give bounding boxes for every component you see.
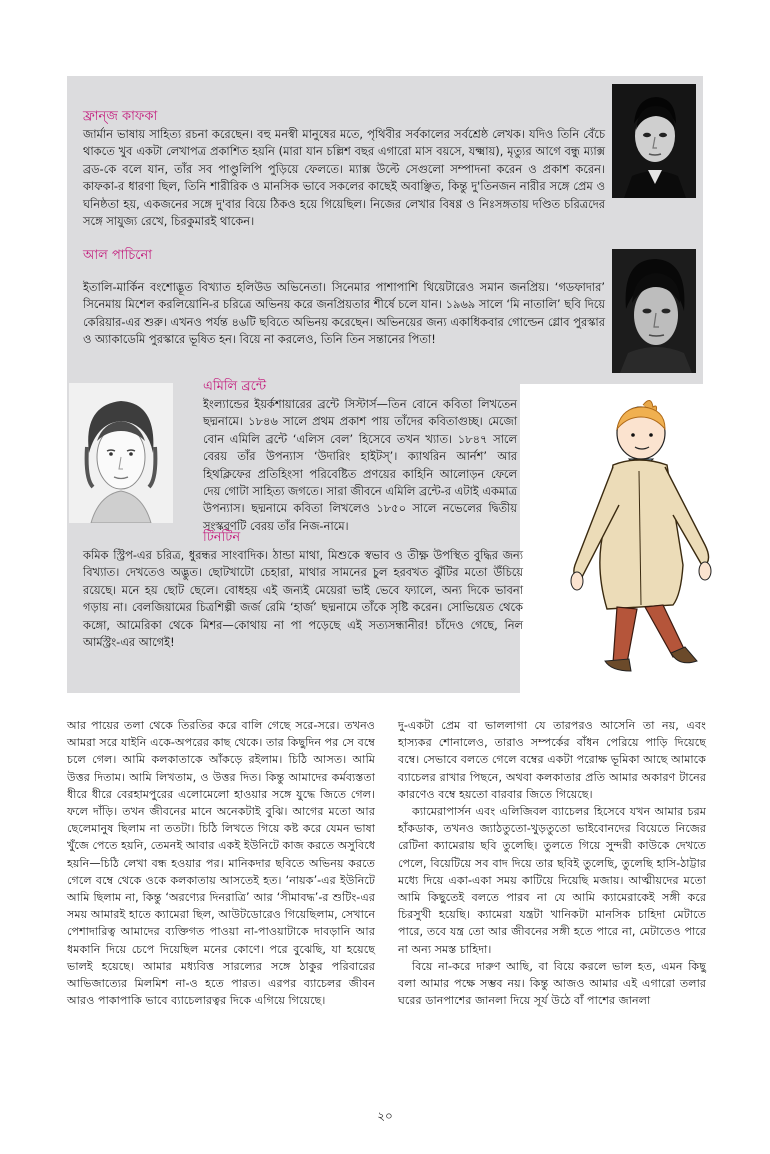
bio-kafka-name: ফ্রান্জ কাফকা: [83, 109, 158, 124]
body-right-paragraph-3: বিয়ে না-করে দারুণ আছি, বা বিয়ে করলে ভাল হত, এমন কিছু বলা আমার পক্ষে সম্ভব নয়। কিন্তু আজও আমার এই এগারো তলার ঘরের ডানপাশের জানলা দিয়ে সূর্য উঠে বাঁ পাশের জানলা: [398, 959, 706, 1008]
bronte-sketch-icon: [69, 383, 173, 523]
bio-pacino: [83, 247, 605, 349]
bio-bronte-name: এমিলি ব্রন্টে: [203, 379, 267, 394]
bio-tintin-text: কমিক স্ট্রিপ-এর চরিত্র, ধুরন্ধর সাংবাদিক। ঠান্ডা মাথা, মিশুকে স্বভাব ও তীক্ষ্ণ উপস্থিত বুদ্ধির জন্য বিখ্যাত। দেখতেও অদ্ভুত। ছোটখাটো চেহারা, মাথার সামনের চুল হরবখত ঝুঁটির মতো উঁচিয়ে রয়েছে। মনে হয় ছোট ছেলে। বোধহয় এই জন্যই মেয়েরা ভাই ভেবে ফ্যালে, অন্য দিকে ভাবনা গড়ায় না। বেলজিয়ামের চিত্রশিল্পী জর্জ রেমি ‘হার্জ’ ছদ্মনামে তাঁকে সৃষ্টি করেন। সোভিয়েত থেকে কঙ্গো, আমেরিকা থেকে মিশর—কোথায় না পা পড়েছে এই সত্যসন্ধানীর! চাঁদেও গেছে, নিল আর্মস্ট্রং-এর আগেই!: [83, 548, 523, 650]
page-number: ২০: [377, 1109, 393, 1123]
bio-tintin: [83, 529, 523, 651]
body-column-left: [67, 717, 375, 1009]
kafka-portrait-icon: [612, 84, 696, 198]
bronte-portrait: [69, 383, 173, 523]
bio-bronte: [203, 378, 517, 535]
bio-bronte-text: ইংল্যান্ডের ইয়র্কশায়ারের ব্রন্টে সিস্টার্স—তিন বোনে কবিতা লিখতেন ছদ্মনামে। ১৮৪৬ সালে প্রথম প্রকাশ পায় তাঁদের কবিতাগুচ্ছ। মেজো বোন এমিলি ব্রন্টে ‘এলিস বেল’ হিসেবে তখন খ্যাত। ১৮৪৭ সালে বেরয় তাঁর উপন্যাস ‘উদারিং হাইটস্’। ক্যাথরিন আর্নশ’ আর হিথক্লিফের প্রতিহিংসা পরিবেষ্টিত প্রণয়ের কাহিনি আলোড়ন ফেলে দেয় গোটা সাহিত্য জগতে। সারা জীবনে এমিলি ব্রন্টে-র এটাই একমাত্র উপন্যাস। ছদ্মনামে কবিতা লিখলেও ১৮৫০ সালে নভেলের দ্বিতীয় সংস্করণটি বেরয় তাঁর নিজ-নামে।: [203, 397, 517, 533]
tintin-figure-icon: [555, 395, 725, 705]
tintin-illustration: [555, 395, 725, 705]
body-column-right: [398, 717, 706, 1009]
body-left-paragraph: আর পায়ের তলা থেকে তিরতির করে বালি গেছে সরে-সরে। তখনও আমরা সরে যাইনি একে-অপরের কাছ থেকে। তার কিছুদিন পর সে বম্বে চলে গেল। আমি কলকাতাকে আঁকড়ে রইলাম। চিঠি আসত। আমি উত্তর দিতাম। আমি লিখতাম, ও উত্তর দিত। কিন্তু আমাদের কর্মব্যস্ততা ধীরে ধীরে বেরহামপুরের এলোমেলো হাওয়ার সঙ্গে যুদ্ধে জিতে গেল। ফলে দাঁড়ি। তখন জীবনের মানে অনেকটাই বুঝি। আগের মতো আর ছেলেমানুষ ছিলাম না ততটা। চিঠি লিখতে গিয়ে কষ্ট করে যেমন ভাষা খুঁজে পেতে হয়নি, তেমনই আবার একই ইউনিটে কাজ করতে অসুবিধে হয়নি—চিঠি লেখা বন্ধ হওয়ার পর। মানিকদার ছবিতে অভিনয় করতে গেলে বম্বে থেকে ওকে কলকাতায় আসতেই হত। ‘নায়ক’-এর ইউনিটে আমি ছিলাম না, কিন্তু ‘অরণ্যের দিনরাত্রি’ আর ‘সীমাবদ্ধ’-র শুটিং-এর সময় আমারই হাতে ক্যামেরা ছিল, আউটডোরেও গিয়েছিলাম, সেখানে পেশাদারিত্ব আমাদের ব্যক্তিগত পাওয়া না-পাওয়াটাকে দাবড়ানি আর ধমকানি দিয়ে চেপে দিয়েছিল মনের কোণে। পরে বুঝেছি, যা হয়েছে ভালই হয়েছে। আমার মধ্যবিত্ত সারল্যের সঙ্গে ঠাকুর পরিবারের আভিজাত্যের মিলমিশ না-ও হতে পারত। এরপর ব্যাচেলর জীবন আরও পাকাপাকি ভাবে ব্যাচেলারত্বর দিকে এগিয়ে গিয়েছে।: [67, 719, 375, 1008]
pacino-portrait: [612, 249, 696, 373]
kafka-portrait: [612, 84, 696, 198]
body-right-paragraph-2: ক্যামেরাপার্সন এবং এলিজিবল ব্যাচেলর হিসেবে যখন আমার চরম হাঁকডাক, তখনও জ্যাঠতুতো-খুড়তুতো ভাইবোনদের বিয়েতে নিজের রেটিনা ক্যামেরায় ছবি তুলেছি। তুলতে গিয়ে সুন্দরী কাউকে দেখতে পেলে, বিয়েটিয়ে সব বাদ দিয়ে তার ছবিই তুলেছি, তুলেছি হাসি-ঠাট্টার মধ্যে দিয়ে একা-একা সময় কাটিয়ে দিয়েছি মজায়। আত্মীয়দের মতো আমি কিছুতেই বলতে পারব না যে আমি ক্যামেরাকেই সঙ্গী করে চিরসুখী হয়েছি। ক্যামেরা যন্ত্রটা খানিকটা মানসিক চাহিদা মেটাতে পারে, তবে যন্ত্র তো আর জীবনের সঙ্গী হতে পারে না, মেটাতেও পারে না অন্য সমস্ত চাহিদা।: [398, 805, 706, 956]
bio-pacino-name: আল পাচিনো: [83, 248, 153, 263]
bio-kafka-text: জার্মান ভাষায় সাহিত্য রচনা করেছেন। বহু মনস্বী মানুষের মতে, পৃথিবীর সর্বকালের সর্বশ্রেষ্ঠ লেখক। যদিও তিনি বেঁচে থাকতে খুব একটা লেখাপত্র প্রকাশিত হয়নি (মারা যান চল্লিশ বছর এগারো মাস বয়সে, যক্ষ্মায়), মৃত্যুর আগে বন্ধু ম্যাক্স ব্রড-কে বলে যান, তাঁর সব পাণ্ডুলিপি পুড়িয়ে ফেলতে। ম্যাক্স উল্টে সেগুলো সম্পাদনা করেন ও প্রকাশ করেন। কাফকা-র ধারণা ছিল, তিনি শারীরিক ও মানসিক ভাবে সকলের কাছেই অবাঞ্ছিত, কিন্তু দু'তিনজন নারীর সঙ্গে প্রেম ও ঘনিষ্ঠতা হয়, একজনের সঙ্গে দু'বার বিয়ে ঠিকও হয়ে গিয়েছিল। নিজের লেখার বিষণ্ণ ও নিঃসঙ্গতায় দণ্ডিত চরিত্রদের সঙ্গে সাযুজ্য রেখে, চিরকুমারই থাকেন।: [83, 127, 605, 229]
bio-kafka: [83, 108, 605, 230]
bio-pacino-text: ইতালি-মার্কিন বংশোদ্ভূত বিখ্যাত হলিউড অভিনেতা। সিনেমার পাশাপাশি থিয়েটারেও সমান জনপ্রিয়। ‘গডফাদার’ সিনেমায় মিশেল করলিয়োনি-র চরিত্রে অভিনয় করে জনপ্রিয়তার শীর্ষে চলে যান। ১৯৬৯ সালে ‘মি নাতালি’ ছবি দিয়ে কেরিয়ার-এর শুরু। এখনও পর্যন্ত ৪৬টি ছবিতে অভিনয় করেছেন। অভিনয়ের জন্য একাধিকবার গোল্ডেন গ্লোব পুরস্কার ও অ্যাকাডেমি পুরস্কারে ভূষিত হন। বিয়ে না করলেও, তিনি তিন সন্তানের পিতা!: [83, 280, 605, 347]
pacino-portrait-icon: [612, 249, 696, 373]
body-right-paragraph-1: দু-একটা প্রেম বা ভাললাগা যে তারপরও আসেনি তা নয়, এবং হাস্যকর শোনালেও, তারাও সম্পর্কের বাঁধন পেরিয়ে পাড়ি দিয়েছে বম্বে। সেভাবে বলতে গেলে বম্বের একটা পরোক্ষ ভূমিকা আছে আমাকে ব্যাচেলর রাখার পিছনে, অথবা কলকাতার প্রতি আমার অকারণ টানের কারণেও বম্বে হয়তো বারবার জিতে গিয়েছে।: [398, 719, 706, 801]
bio-tintin-name: টিনটিন: [203, 530, 241, 545]
